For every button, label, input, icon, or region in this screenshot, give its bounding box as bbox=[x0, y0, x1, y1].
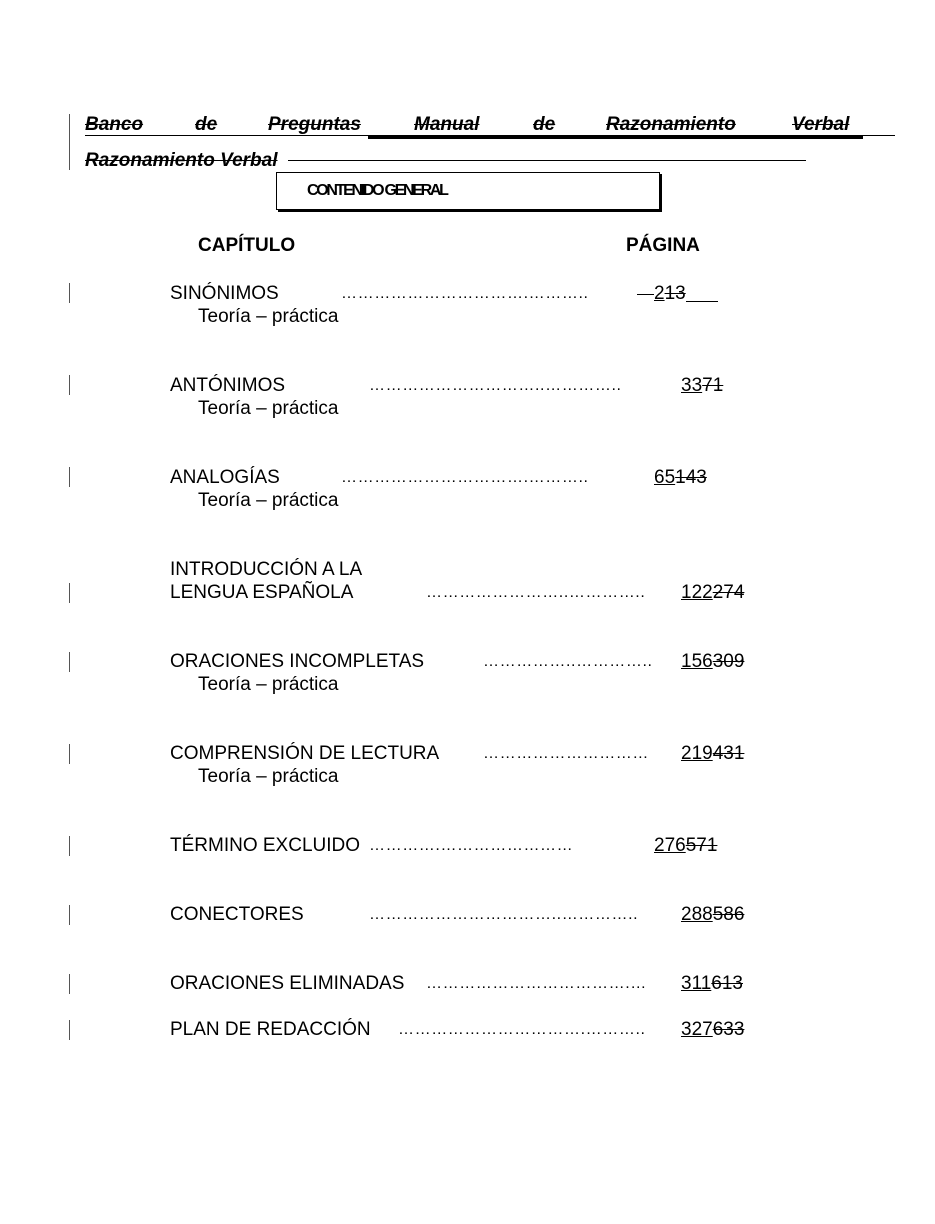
revision-bar bbox=[69, 652, 70, 672]
leader-dots: ………………………… bbox=[483, 745, 649, 762]
page-number bbox=[681, 904, 744, 926]
entry-title: COMPRENSIÓN DE LECTURA bbox=[170, 743, 440, 764]
entry-title: ORACIONES ELIMINADAS bbox=[170, 973, 405, 994]
revision-bar bbox=[69, 583, 70, 603]
page-number bbox=[681, 1019, 744, 1041]
entry-title: INTRODUCCIÓN A LA bbox=[170, 559, 363, 580]
leader-dots: ……………………………….… bbox=[426, 975, 647, 992]
page-deleted: 633 bbox=[712, 1019, 745, 1040]
header-word: Preguntas bbox=[268, 114, 361, 135]
entry-subtitle: Teoría – práctica bbox=[198, 306, 339, 327]
header-word: de bbox=[195, 114, 218, 135]
header-word: de bbox=[533, 114, 556, 135]
page-deleted: 309 bbox=[712, 651, 745, 672]
header-rule bbox=[368, 136, 863, 139]
revision-bar bbox=[69, 836, 70, 856]
page-number bbox=[681, 973, 743, 995]
leader-dots: ……………………………..………….. bbox=[369, 906, 639, 923]
header-rule bbox=[288, 160, 806, 161]
entry-subtitle: Teoría – práctica bbox=[198, 674, 339, 695]
leader-dots: …………………………..………….. bbox=[369, 377, 622, 394]
page-inserted: 311 bbox=[681, 973, 712, 994]
entry-subtitle: Teoría – práctica bbox=[198, 398, 339, 419]
page-inserted: 288 bbox=[681, 904, 713, 925]
revision-bar bbox=[69, 1020, 70, 1040]
entry-title: CONECTORES bbox=[170, 904, 304, 925]
page-deleted: 13 bbox=[664, 283, 686, 304]
page-number bbox=[654, 283, 686, 305]
header-word: Manual bbox=[414, 114, 480, 135]
page-inserted: 65 bbox=[654, 467, 676, 488]
page-inserted: 219 bbox=[681, 743, 713, 764]
page-inserted: 156 bbox=[681, 651, 713, 672]
header-word: Banco bbox=[85, 114, 144, 135]
strike-mark bbox=[637, 294, 654, 295]
contents-title-box bbox=[276, 172, 660, 210]
page-deleted: 431 bbox=[712, 743, 745, 764]
page-deleted: 274 bbox=[712, 582, 745, 603]
entry-title-line2: LENGUA ESPAÑOLA bbox=[170, 582, 354, 603]
page-deleted: 71 bbox=[702, 375, 724, 396]
page-number bbox=[654, 835, 717, 857]
underline-mark bbox=[686, 301, 718, 302]
leader-dots: …………………………….……….. bbox=[398, 1021, 646, 1038]
entry-title: ANTÓNIMOS bbox=[170, 375, 286, 396]
page-number bbox=[681, 651, 744, 673]
contents-title: CONTENIDO GENERAL bbox=[307, 182, 447, 199]
page-deleted: 143 bbox=[675, 467, 707, 488]
page-deleted: 613 bbox=[711, 973, 743, 994]
page-number bbox=[681, 743, 744, 765]
entry-title: ANALOGÍAS bbox=[170, 467, 280, 488]
page-inserted: 122 bbox=[681, 582, 713, 603]
revision-bar bbox=[69, 467, 70, 487]
entry-title: PLAN DE REDACCIÓN bbox=[170, 1019, 371, 1040]
revision-bar bbox=[69, 744, 70, 764]
leader-dots: ……………..………….. bbox=[483, 653, 653, 670]
revision-bar bbox=[69, 974, 70, 994]
revision-bar bbox=[69, 114, 70, 170]
page-inserted: 276 bbox=[654, 835, 686, 856]
revision-bar bbox=[69, 905, 70, 925]
page-number bbox=[681, 375, 723, 397]
leader-dots: ……………………..………….. bbox=[426, 584, 646, 601]
page-deleted: 586 bbox=[712, 904, 745, 925]
page-number bbox=[681, 582, 744, 604]
column-head-chapter: CAPÍTULO bbox=[198, 235, 296, 256]
entry-subtitle: Teoría – práctica bbox=[198, 490, 339, 511]
leader-dots: …………………………….……….. bbox=[341, 285, 589, 302]
leader-dots: ………….…………………… bbox=[369, 837, 574, 854]
revision-bar bbox=[69, 283, 70, 303]
entry-title: ORACIONES INCOMPLETAS bbox=[170, 651, 425, 672]
page-inserted: 2 bbox=[654, 283, 665, 304]
entry-title: TÉRMINO EXCLUIDO bbox=[170, 835, 361, 856]
leader-dots: …………………………….……….. bbox=[341, 469, 589, 486]
column-head-page: PÁGINA bbox=[626, 235, 700, 256]
header-word: Verbal bbox=[792, 114, 850, 135]
header-line2: Razonamiento Verbal bbox=[85, 150, 278, 171]
page-inserted: 33 bbox=[681, 375, 703, 396]
entry-subtitle: Teoría – práctica bbox=[198, 766, 339, 787]
revision-bar bbox=[69, 375, 70, 395]
entry-title: SINÓNIMOS bbox=[170, 283, 279, 304]
page-number bbox=[654, 467, 707, 489]
header-word: Razonamiento bbox=[606, 114, 736, 135]
page-deleted: 571 bbox=[685, 835, 718, 856]
page-inserted: 327 bbox=[681, 1019, 713, 1040]
